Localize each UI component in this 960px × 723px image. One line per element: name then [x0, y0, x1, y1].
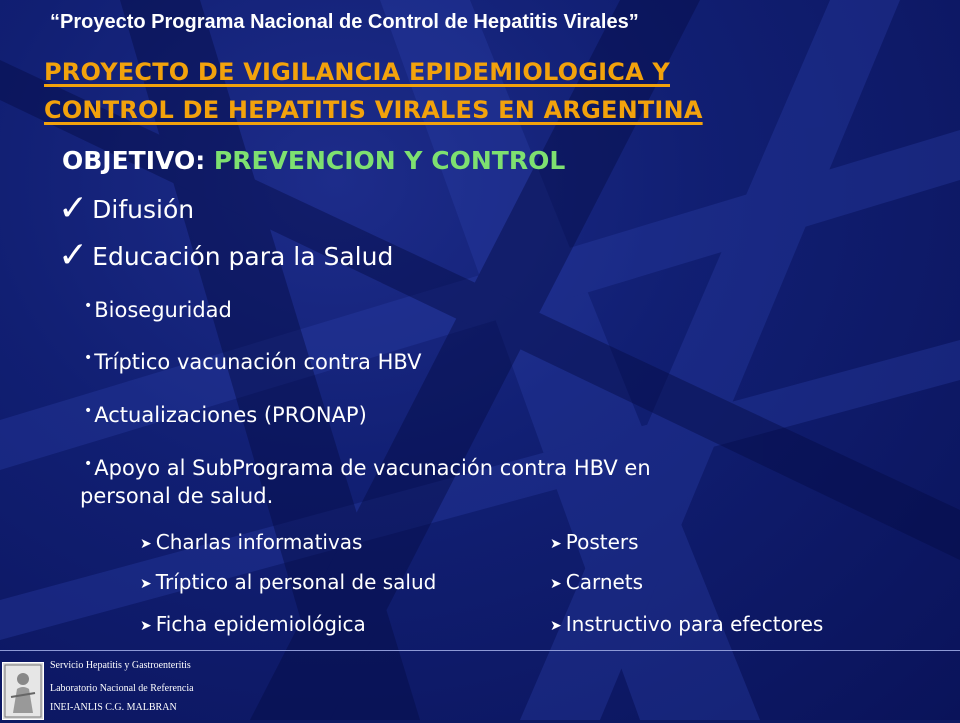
arrow-icon: ➤	[140, 576, 152, 592]
footer-institute: INEI-ANLIS C.G. MALBRAN	[50, 702, 177, 713]
logo-figure-icon	[3, 663, 43, 719]
sub-item-label: Posters	[565, 530, 639, 554]
check-item	[58, 233, 393, 274]
bullet-icon: •	[84, 403, 93, 419]
sub-item-label: Charlas informativas	[155, 530, 363, 554]
sub-item-label: Instructivo para efectores	[565, 612, 824, 636]
check-item-label: Educación para la Salud	[92, 242, 394, 271]
heading-line-1: PROYECTO DE VIGILANCIA EPIDEMIOLOGICA Y	[44, 58, 670, 86]
objective-label: OBJETIVO:	[62, 146, 214, 175]
bullet-icon: •	[84, 298, 93, 314]
bullet-item	[84, 298, 232, 322]
bullet-item	[84, 456, 651, 480]
project-title: “Proyecto Programa Nacional de Control de Hepatitis Virales”	[50, 11, 639, 33]
sub-item	[140, 612, 366, 636]
arrow-icon: ➤	[550, 618, 562, 634]
footer-service: Servicio Hepatitis y Gastroenteritis	[50, 660, 191, 671]
check-icon: ✓	[58, 235, 89, 276]
objective-value: PREVENCION Y CONTROL	[213, 146, 566, 175]
check-icon: ✓	[58, 188, 89, 229]
bullet-item	[84, 403, 367, 427]
sub-item-label: Ficha epidemiológica	[155, 612, 366, 636]
sub-item	[550, 530, 639, 554]
sub-item-label: Tríptico al personal de salud	[155, 570, 437, 594]
sub-item	[550, 612, 823, 636]
bullet-item-continuation: personal de salud.	[80, 484, 274, 508]
arrow-icon: ➤	[550, 536, 562, 552]
check-item-label: Difusión	[92, 195, 195, 224]
sub-item-label: Carnets	[565, 570, 644, 594]
footer-divider	[0, 650, 960, 651]
bullet-icon: •	[84, 350, 93, 366]
heading-line-2: CONTROL DE HEPATITIS VIRALES EN ARGENTINA	[44, 96, 703, 124]
check-item	[58, 186, 194, 227]
bullet-item-label: Actualizaciones (PRONAP)	[94, 403, 367, 427]
sub-item	[140, 570, 436, 594]
objective-line	[62, 146, 565, 175]
bullet-item	[84, 350, 422, 374]
arrow-icon: ➤	[140, 536, 152, 552]
arrow-icon: ➤	[140, 618, 152, 634]
footer-laboratory: Laboratorio Nacional de Referencia	[50, 683, 194, 694]
bullet-item-label: Tríptico vacunación contra HBV	[94, 350, 422, 374]
sub-item	[140, 530, 362, 554]
sub-item	[550, 570, 643, 594]
bullet-icon: •	[84, 456, 93, 472]
arrow-icon: ➤	[550, 576, 562, 592]
bullet-item-label: Apoyo al SubPrograma de vacunación contra HBV en	[94, 456, 651, 480]
institution-logo	[2, 662, 44, 720]
bullet-item-label: Bioseguridad	[94, 298, 232, 322]
